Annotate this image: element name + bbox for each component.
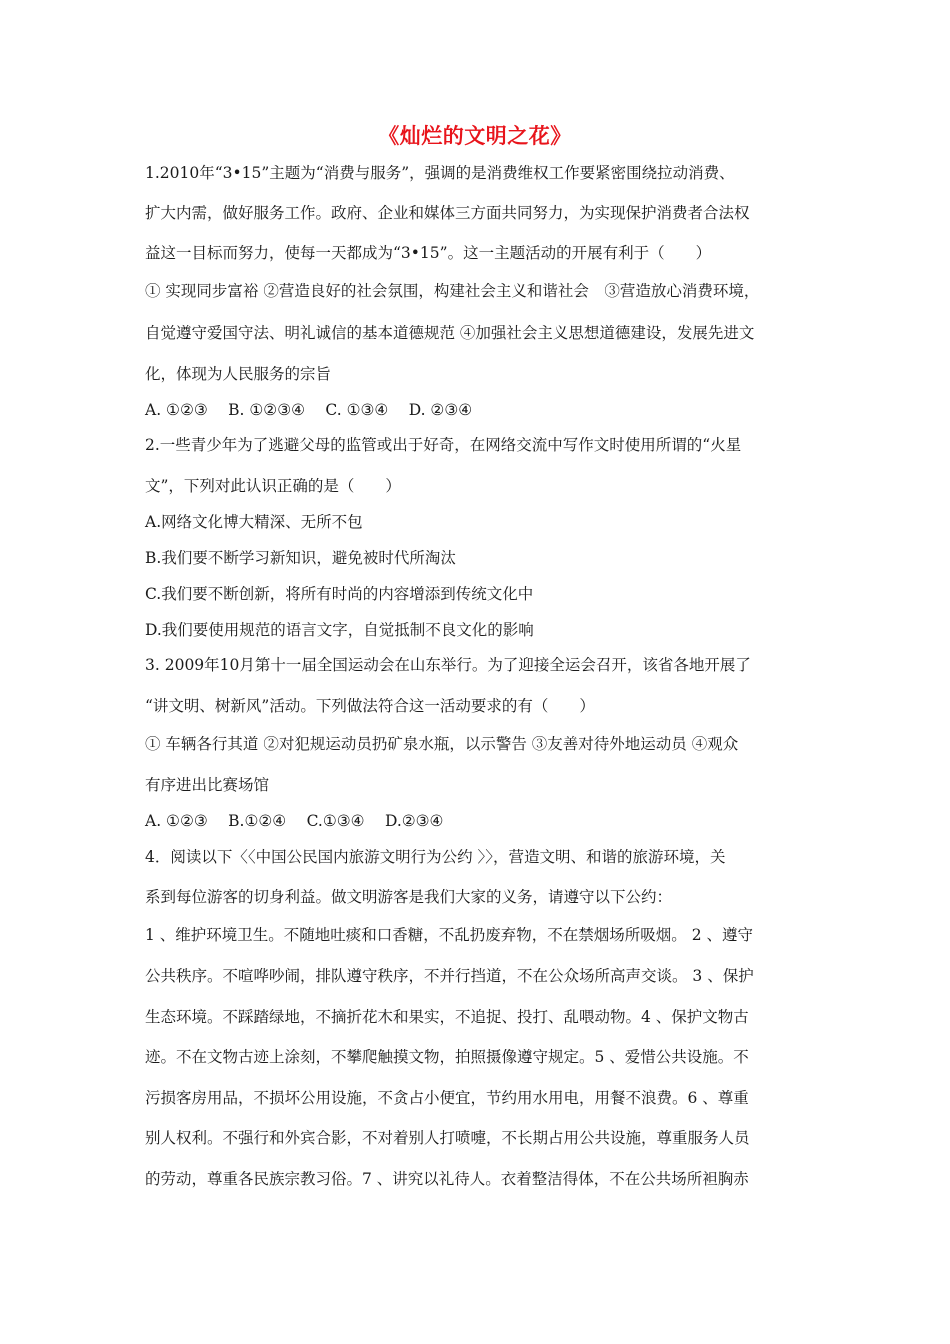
text-line: 文”，下列对此认识正确的是（ ） (145, 477, 401, 495)
text-line: 1 、维护环境卫生。不随地吐痰和口香糖，不乱扔废弃物，不在禁烟场所吸烟。 2 、遵守 (145, 926, 754, 944)
text-line: 公共秩序。不喧哗吵闹，排队遵守秩序，不并行挡道，不在公众场所高声交谈。 3 、保护 (145, 967, 754, 985)
text-line: A. ①②③ B.①②④ C.①③④ D.②③④ (145, 812, 444, 830)
text-line: 扩大内需，做好服务工作。政府、企业和媒体三方面共同努力，为实现保护消费者合法权 (145, 204, 750, 222)
text-line: “讲文明、树新风”活动。下列做法符合这一活动要求的有（ ） (145, 697, 595, 715)
text-line: ① 实现同步富裕 ②营造良好的社会氛围，构建社会主义和谐社会 ③营造放心消费环境， (145, 282, 760, 300)
text-line: 系到每位游客的切身利益。做文明游客是我们大家的义务，请遵守以下公约： (145, 888, 673, 906)
text-line: 2.一些青少年为了逃避父母的监管或出于好奇，在网络交流中写作文时使用所谓的“火星 (145, 436, 742, 454)
text-line: 别人权利。不强行和外宾合影，不对着别人打喷嚏，不长期占用公共设施，尊重服务人员 (145, 1129, 750, 1147)
text-line: 的劳动，尊重各民族宗教习俗。7 、讲究以礼待人。衣着整洁得体，不在公共场所袒胸赤 (145, 1170, 749, 1188)
text-line: C.我们要不断创新，将所有时尚的内容增添到传统文化中 (145, 585, 534, 603)
document-title: 《灿烂的文明之花》 (378, 124, 572, 148)
text-line: 有序进出比赛场馆 (145, 776, 270, 794)
text-line: A.网络文化博大精深、无所不包 (145, 513, 363, 531)
text-line: 污损客房用品，不损坏公用设施，不贪占小便宜，节约用水用电，用餐不浪费。6 、尊重 (145, 1089, 749, 1107)
text-line: 益这一目标而努力，使每一天都成为“3•15”。这一主题活动的开展有利于（ ） (145, 244, 712, 262)
text-line: A. ①②③ B. ①②③④ C. ①③④ D. ②③④ (145, 401, 473, 419)
text-line: 1.2010年“3•15”主题为“消费与服务”，强调的是消费维权工作要紧密围绕拉动消费、 (145, 164, 735, 182)
text-line: ① 车辆各行其道 ②对犯规运动员扔矿泉水瓶，以示警告 ③友善对待外地运动员 ④观众 (145, 735, 739, 753)
text-line: 自觉遵守爱国守法、明礼诚信的基本道德规范 ④加强社会主义思想道德建设，发展先进文 (145, 324, 755, 342)
text-line: 化，体现为人民服务的宗旨 (145, 365, 332, 383)
text-line: 迹。不在文物古迹上涂刻，不攀爬触摸文物，拍照摄像遵守规定。5 、爱惜公共设施。不 (145, 1048, 749, 1066)
text-line: 4．阅读以下〈〈中国公民国内旅游文明行为公约 〉〉，营造文明、和谐的旅游环境，关 (145, 848, 726, 866)
text-line: 3. 2009年10月第十一届全国运动会在山东举行。为了迎接全运会召开，该省各地开展了 (145, 656, 751, 674)
text-line: 生态环境。不踩踏绿地，不摘折花木和果实，不追捉、投打、乱喂动物。4 、保护文物古 (145, 1008, 749, 1026)
text-line: D.我们要使用规范的语言文字，自觉抵制不良文化的影响 (145, 621, 534, 639)
text-line: B.我们要不断学习新知识，避免被时代所淘汰 (145, 549, 456, 567)
